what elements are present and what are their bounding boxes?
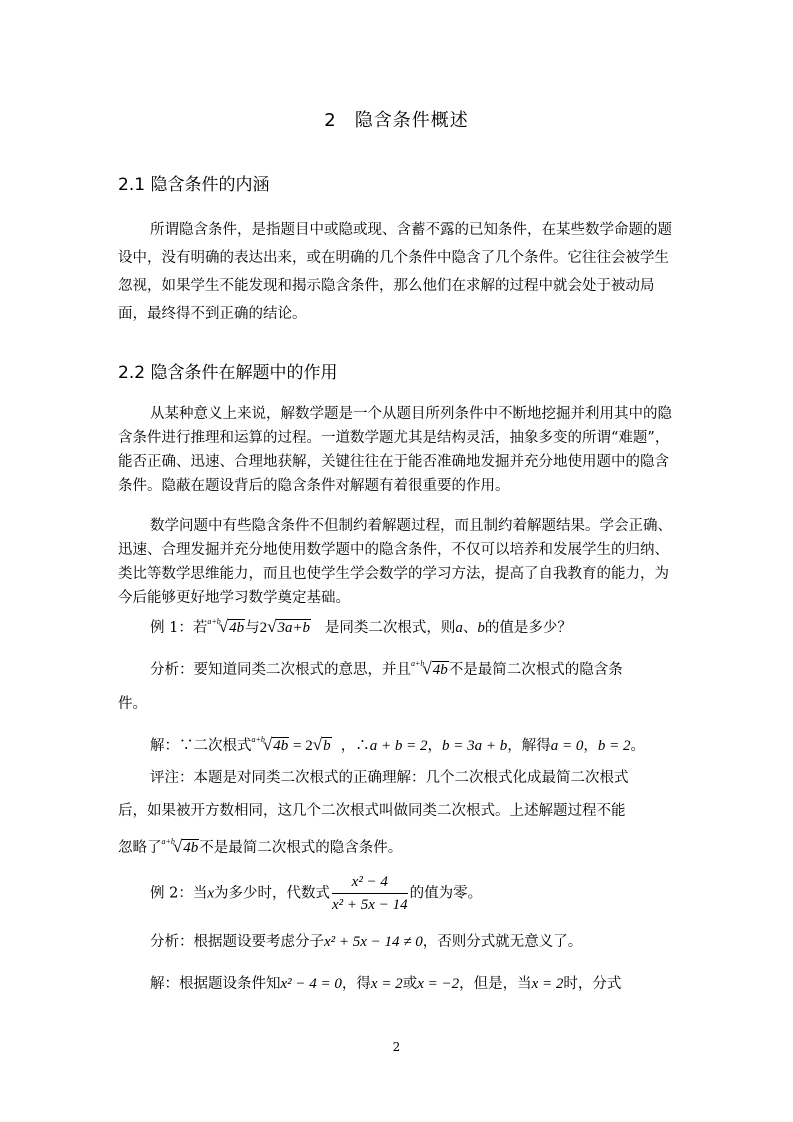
example-1-comment-line-2: 后，如果被开方数相同，这几个二次根式叫做同类二次根式。上述解题过程不能 [118, 803, 626, 819]
example-1-analysis-end: 件。 [118, 696, 147, 712]
fraction: $\frac{\text{x² − 4}}{\text{x² + 5x − 14}}$ [332, 874, 408, 913]
section-heading-2-2: 2.2 隐含条件在解题中的作用 [118, 363, 338, 383]
page-number: 2 [392, 1040, 401, 1054]
page-title [0, 106, 793, 132]
radical-4b: $^{a+b}$√4b [161, 837, 199, 856]
chapter-title: 隐含条件概述 [354, 110, 469, 131]
example-1-comment-line-1: 评注：本题是对同类二次根式的正确理解：几个二次根式化成最简二次根式 [150, 770, 629, 786]
example-2-analysis: 分析：根据题设要考虑分子x² + 5x − 14 ≠ 0，否则分式就无意义了。 [150, 934, 583, 950]
paragraph-2-2-a: 从某种意义上来说，解数学题是一个从题目所列条件中不断地挖掘并利用其中的隐含条件进行推理和运算的过程。一道数学题尤其是结构灵活，抽象多变的所谓“难题”，能否正确、迅速、合理地获解，关键往往在于能否准确地发掘并充分地使用题中的隐含条件。隐蔽在题设背后的隐含条件对解题有着很重要的作用。 [118, 406, 672, 494]
paragraph-2-1: 所谓隐含条件，是指题目中或隐或现、含蓄不露的已知条件，在某些数学命题的题设中，没有明确的表达出来，或在明确的几个条件中隐含了几个条件。它往往会被学生忽视，如果学生不能发现和揭示隐含条件，那么他们在求解的过程中就会处于被动局面，最终得不到正确的结论。 [118, 222, 672, 322]
example-1-question: 例 1：若$^{a+b}$√4b与2√3a+b 是同类二次根式，则a、b的值是多少？ [150, 610, 572, 640]
paragraph-2-2-b: 数学问题中有些隐含条件不但制约着解题过程，而且制约着解题结果。学会正确、迅速、合理发掘并充分地使用数学题中的隐含条件，不仅可以培养和发展学生的归纳、类比等数学思维能力，而且也使学生学会数学的学习方法，提高了自我教育的能力，为今后能够更好地学习数学奠定基础。 [118, 518, 672, 606]
example-1-solution: 解：∵二次根式$^{a+b}$√4b = 2√b ，∴a + b = 2，b = 3a + b，解得a = 0，b = 2。 [150, 728, 645, 758]
radical-4b: $^{a+b}$√4b [207, 617, 245, 636]
example-1-comment-line-3: 忽略了$^{a+b}$√4b不是最简二次根式的隐含条件。 [118, 830, 402, 860]
section-heading-2-1: 2.1 隐含条件的内涵 [118, 175, 270, 195]
example-2-question: 例 2：当x为多少时，代数式 $\frac{\text{x² − 4}}{\text{x² + 5x − 14}}$ 的值为零。 [150, 874, 483, 913]
example-1-analysis: 分析：要知道同类二次根式的意思，并且$^{a+b}$√4b不是最简二次根式的隐含条 [150, 652, 623, 682]
chapter-number: 2 [324, 110, 337, 131]
radical-3a-plus-b: √3a+b [267, 617, 311, 636]
example-2-solution: 解：根据题设条件知x² − 4 = 0，得x = 2或x = −2，但是，当x = 2时，分式 [150, 976, 622, 992]
radical-b: √b [312, 735, 331, 754]
radical-4b: $^{a+b}$√4b [251, 735, 289, 754]
radical-4b: $^{a+b}$√4b [411, 659, 448, 678]
